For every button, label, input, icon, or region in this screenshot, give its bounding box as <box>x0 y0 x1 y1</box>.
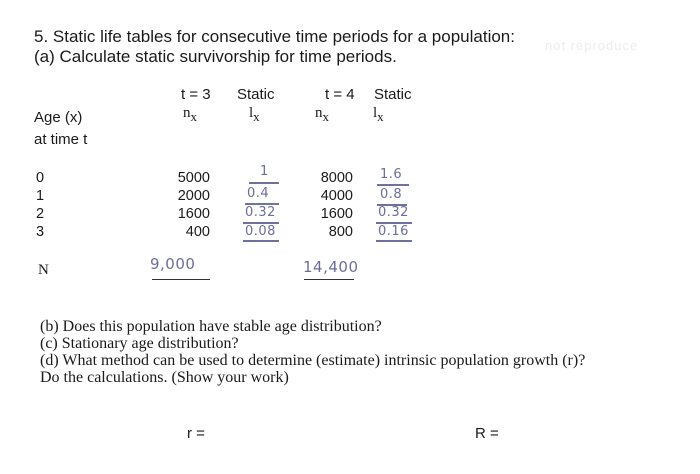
nx-t3-cell: 400 <box>185 224 210 240</box>
nx-symbol-subscript: x <box>322 109 329 124</box>
at-time-label: at time t <box>34 131 88 148</box>
total-t3-line <box>152 279 210 280</box>
handwritten-lx-t4: 0.16 <box>378 224 409 239</box>
nx-symbol-t3 <box>183 105 197 125</box>
lx-symbol-letter: l <box>373 105 378 121</box>
age-cell: 3 <box>36 224 45 240</box>
nx-symbol-t4 <box>315 105 329 125</box>
nx-t4-cell: 8000 <box>320 170 353 186</box>
lx-symbol-t4 <box>373 105 384 125</box>
handwritten-underline <box>243 240 279 242</box>
col-t3-static-header: Static <box>237 86 275 103</box>
handwritten-total-t4: 14,400 <box>303 258 359 276</box>
watermark: not reproduce <box>545 38 639 53</box>
question-part-a: (a) Calculate static survivorship for time periods. <box>34 47 397 66</box>
question-title: 5. Static life tables for consecutive time periods for a population: <box>34 27 515 46</box>
nx-t4-cell: 800 <box>328 224 353 240</box>
handwritten-underline <box>249 182 279 184</box>
question-part-d-instruction: Do the calculations. (Show your work) <box>40 369 289 386</box>
col-t4-static-header: Static <box>374 86 412 103</box>
age-cell: 2 <box>36 206 45 222</box>
handwritten-underline <box>377 184 409 186</box>
lx-symbol-letter: l <box>249 105 254 121</box>
question-part-c: (c) Stationary age distribution? <box>40 335 239 352</box>
lx-symbol-subscript: x <box>377 109 384 124</box>
total-t4-line <box>304 279 354 280</box>
nx-t3-cell: 5000 <box>177 170 210 186</box>
col-t4-header: t = 4 <box>325 86 355 103</box>
handwritten-lx-t4: 0.8 <box>380 187 403 202</box>
question-part-b: (b) Does this population have stable age distribution? <box>40 318 382 335</box>
lx-symbol-t3 <box>249 105 260 125</box>
handwritten-lx-t3: 0.08 <box>245 224 276 239</box>
nx-t4-cell: 1600 <box>320 206 353 222</box>
nx-symbol-letter: n <box>183 105 191 121</box>
age-cell: 1 <box>36 188 45 204</box>
nx-symbol-subscript: x <box>190 109 197 124</box>
age-cell: 0 <box>36 170 45 186</box>
handwritten-lx-t3: 0.4 <box>247 186 270 201</box>
question-part-d: (d) What method can be used to determine (estimate) intrinsic population growth (r)? <box>40 352 586 369</box>
R-answer-label: R = <box>475 425 499 442</box>
nx-t4-cell: 4000 <box>320 188 353 204</box>
lx-symbol-subscript: x <box>253 109 260 124</box>
handwritten-lx-t3: 1 <box>260 164 269 179</box>
nx-symbol-letter: n <box>315 105 323 121</box>
nx-t3-cell: 1600 <box>177 206 210 222</box>
nx-t3-cell: 2000 <box>177 188 210 204</box>
col-t3-header: t = 3 <box>181 86 211 103</box>
total-n-label: N <box>38 262 49 278</box>
handwritten-lx-t4: 0.32 <box>378 205 409 220</box>
r-answer-label: r = <box>187 425 205 442</box>
handwritten-underline <box>376 240 412 242</box>
handwritten-total-t3: 9,000 <box>150 255 196 273</box>
handwritten-lx-t4: 1.6 <box>380 167 403 182</box>
handwritten-lx-t3: 0.32 <box>245 205 276 220</box>
age-label: Age (x) <box>34 109 83 126</box>
